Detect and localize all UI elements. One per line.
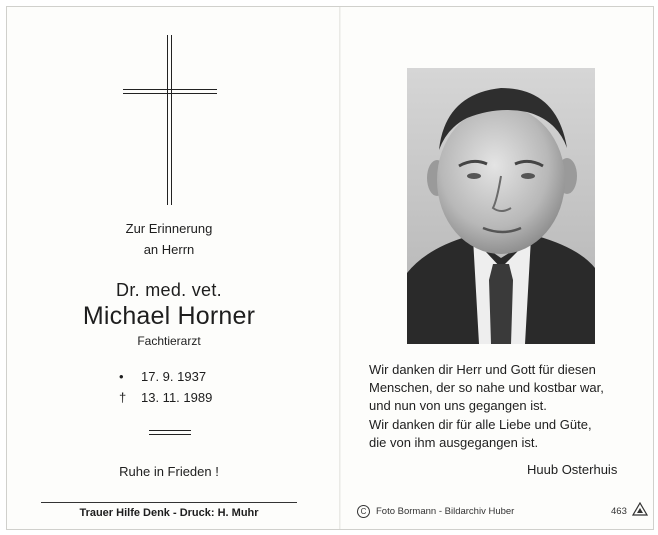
death-row bbox=[119, 390, 212, 405]
poem-line: die von ihm ausgegangen ist. bbox=[369, 434, 539, 450]
double-divider bbox=[149, 430, 191, 435]
photo-credit-row bbox=[357, 505, 514, 518]
portrait-illustration bbox=[407, 68, 595, 344]
profession: Fachtierarzt bbox=[137, 334, 201, 348]
poem-line: Menschen, der so nahe und kostbar war, bbox=[369, 380, 604, 396]
footer-rule bbox=[41, 502, 297, 503]
death-symbol: † bbox=[119, 390, 127, 405]
portrait-photo bbox=[407, 68, 595, 344]
copyright-icon: C bbox=[357, 505, 370, 518]
poem-line: und nun von uns gegangen ist. bbox=[369, 398, 547, 414]
card-code: 463 bbox=[611, 506, 627, 517]
card-fold bbox=[339, 7, 341, 529]
poem bbox=[369, 361, 604, 452]
poem-line: Wir danken dir Herr und Gott für diesen bbox=[369, 362, 596, 377]
cross-icon-horizontal bbox=[123, 89, 217, 94]
poem-line: Wir danken dir für alle Liebe und Güte, bbox=[369, 416, 592, 432]
memorial-card bbox=[6, 6, 654, 530]
printer-credit: Trauer Hilfe Denk - Druck: H. Muhr bbox=[79, 507, 259, 519]
rest-in-peace: Ruhe in Frieden ! bbox=[119, 464, 219, 479]
birth-row bbox=[119, 369, 206, 384]
poem-author: Huub Osterhuis bbox=[527, 462, 618, 477]
birth-symbol: • bbox=[119, 369, 124, 384]
cross-icon-vertical bbox=[167, 35, 172, 205]
photo-credit: Foto Bormann - Bildarchiv Huber bbox=[376, 506, 515, 517]
memory-line-2: an Herrn bbox=[143, 242, 195, 257]
birth-date: 17. 9. 1937 bbox=[141, 369, 207, 384]
publisher-logo-icon bbox=[632, 502, 648, 516]
deceased-name: Michael Horner bbox=[82, 302, 256, 330]
academic-title: Dr. med. vet. bbox=[116, 280, 222, 300]
death-date: 13. 11. 1989 bbox=[141, 390, 213, 405]
memory-line-1: Zur Erinnerung bbox=[125, 221, 213, 236]
